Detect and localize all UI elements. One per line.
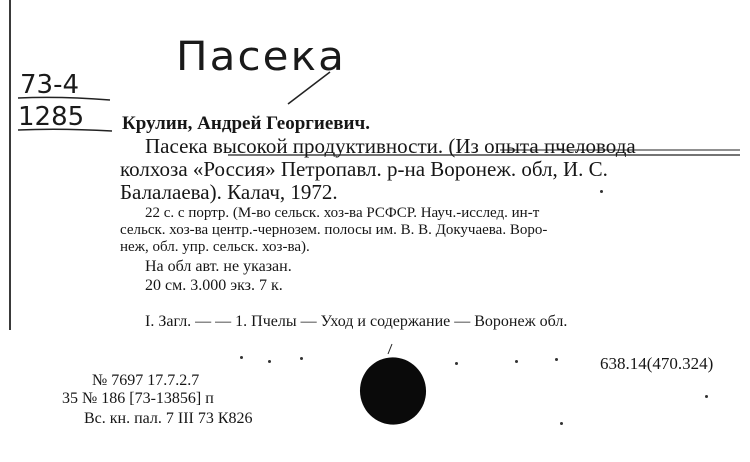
record-subjects: I. Загл. — — 1. Пчелы — Уход и содержание — Воронеж обл. [145,313,568,330]
speck [300,357,303,360]
handwritten-code-top: 73-4 [20,70,80,100]
record-physical-line-2: сельск. хоз-ва центр.-чернозем. полосы им. В. В. Докучаева. Воро- [120,222,548,238]
speck [555,358,558,361]
speck [560,422,563,425]
record-physical-line-3: неж, обл. упр. сельск. хоз-ва). [120,239,310,255]
speck [515,360,518,363]
record-title-line-2: колхоза «Россия» Петропавл. р-на Воронеж. обл, И. С. [120,157,608,181]
service-line-1: № 7697 17.7.2.7 [92,372,200,389]
record-note-1: На обл авт. не указан. [145,258,292,275]
record-note-2: 20 см. 3.000 экз. 7 к. [145,277,283,294]
speck [455,362,458,365]
handwritten-code-bottom: 1285 [18,102,85,132]
service-line-2: 35 № 186 [73-13856] п [62,390,214,407]
service-line-3: Вс. кн. пал. 7 III 73 К826 [84,410,253,427]
record-title-line-1: Пасека высокой продуктивности. (Из опыта пчеловода [145,134,636,158]
record-physical-line-1: 22 с. с портр. (М-во сельск. хоз-ва РСФСР. Науч.-исслед. ин-т [145,205,540,221]
record-title-line-3: Балалаева). Калач, 1972. [120,180,338,204]
handwritten-title: Пасека [175,34,346,80]
speck [240,356,243,359]
record-udc: 638.14(470.324) [600,354,714,373]
speck [705,395,708,398]
speck [268,360,271,363]
record-author: Крулин, Андрей Георгиевич. [122,113,370,134]
speck [600,190,603,193]
